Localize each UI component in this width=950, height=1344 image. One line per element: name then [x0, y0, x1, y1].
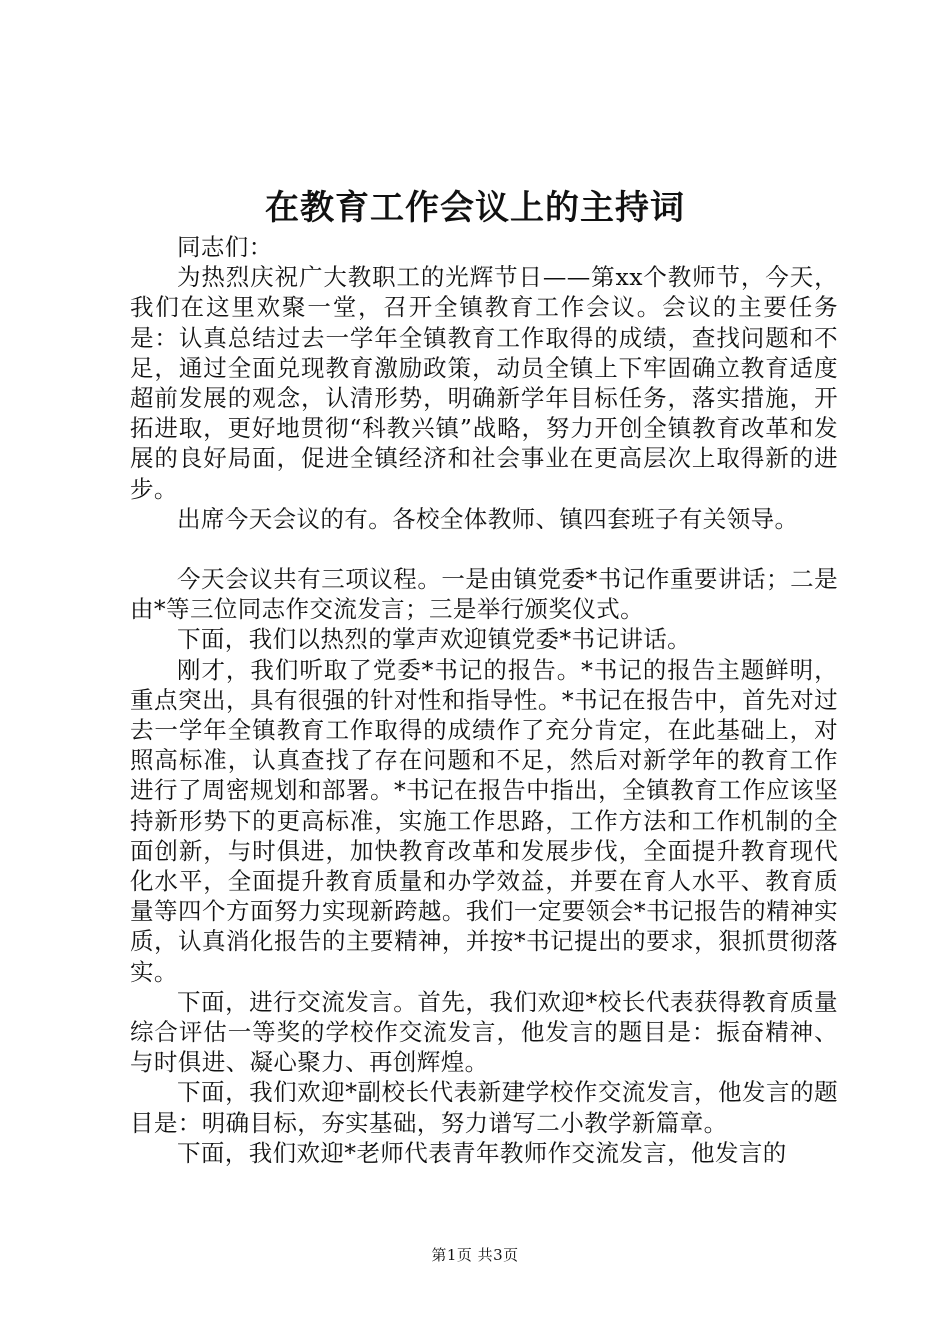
paragraph-speech-summary: 刚才，我们听取了党委*书记的报告。*书记的报告主题鲜明，重点突出，具有很强的针对性和指导性。*书记在报告中，首先对过去一学年全镇教育工作取得的成绩作了充分肯定，在此基础上，对照高标准，认真查找了存在问题和不足，然后对新学年的教育工作进行了周密规划和部署。*书记在报告中指出，全镇教育工作应该坚持新形势下的更高标准，实施工作思路，工作方法和工作机制的全面创新，与时俱进，加快教育改革和发展步伐，全面提升教育现代化水平，全面提升教育质量和办学效益，并要在育人水平、教育质量等四个方面努力实现新跨越。我们一定要领会*书记报告的精神实质，认真消化报告的主要精神，并按*书记提出的要求，狠抓贯彻落实。	[130, 655, 838, 986]
paragraph-invite-speech: 下面，我们以热烈的掌声欢迎镇党委*书记讲话。	[177, 625, 692, 654]
paragraph-exchange-1: 下面，进行交流发言。首先，我们欢迎*校长代表获得教育质量综合评估一等奖的学校作交流发言，他发言的题目是：振奋精神、与时俱进、凝心聚力、再创辉煌。	[130, 987, 838, 1077]
document-title: 在教育工作会议上的主持词	[265, 188, 685, 228]
page-footer: 第1页 共3页	[431, 1246, 519, 1264]
paragraph-opening: 为热烈庆祝广大教职工的光辉节日——第xx个教师节，今天，我们在这里欢聚一堂，召开全镇教育工作会议。会议的主要任务是：认真总结过去一学年全镇教育工作取得的成绩，查找问题和不足，通过全面兑现教育激励政策，动员全镇上下牢固确立教育适度超前发展的观念，认清形势，明确新学年目标任务，落实措施，开拓进取，更好地贯彻“科教兴镇”战略，努力开创全镇教育改革和发展的良好局面，促进全镇经济和社会事业在更高层次上取得新的进步。	[130, 263, 838, 503]
paragraph-attendees: 出席今天会议的有。各校全体教师、镇四套班子有关领导。	[177, 504, 799, 533]
paragraph-exchange-3: 下面，我们欢迎*老师代表青年教师作交流发言，他发言的	[177, 1138, 787, 1167]
paragraph-agenda: 今天会议共有三项议程。一是由镇党委*书记作重要讲话；二是由*等三位同志作交流发言；三是举行颁奖仪式。	[130, 565, 838, 624]
document-body	[130, 232, 838, 1168]
paragraph-gap	[130, 534, 838, 564]
salutation: 同志们：	[177, 233, 273, 261]
paragraph-exchange-2: 下面，我们欢迎*副校长代表新建学校作交流发言，他发言的题目是：明确目标，夯实基础，努力谱写二小教学新篇章。	[130, 1078, 838, 1137]
